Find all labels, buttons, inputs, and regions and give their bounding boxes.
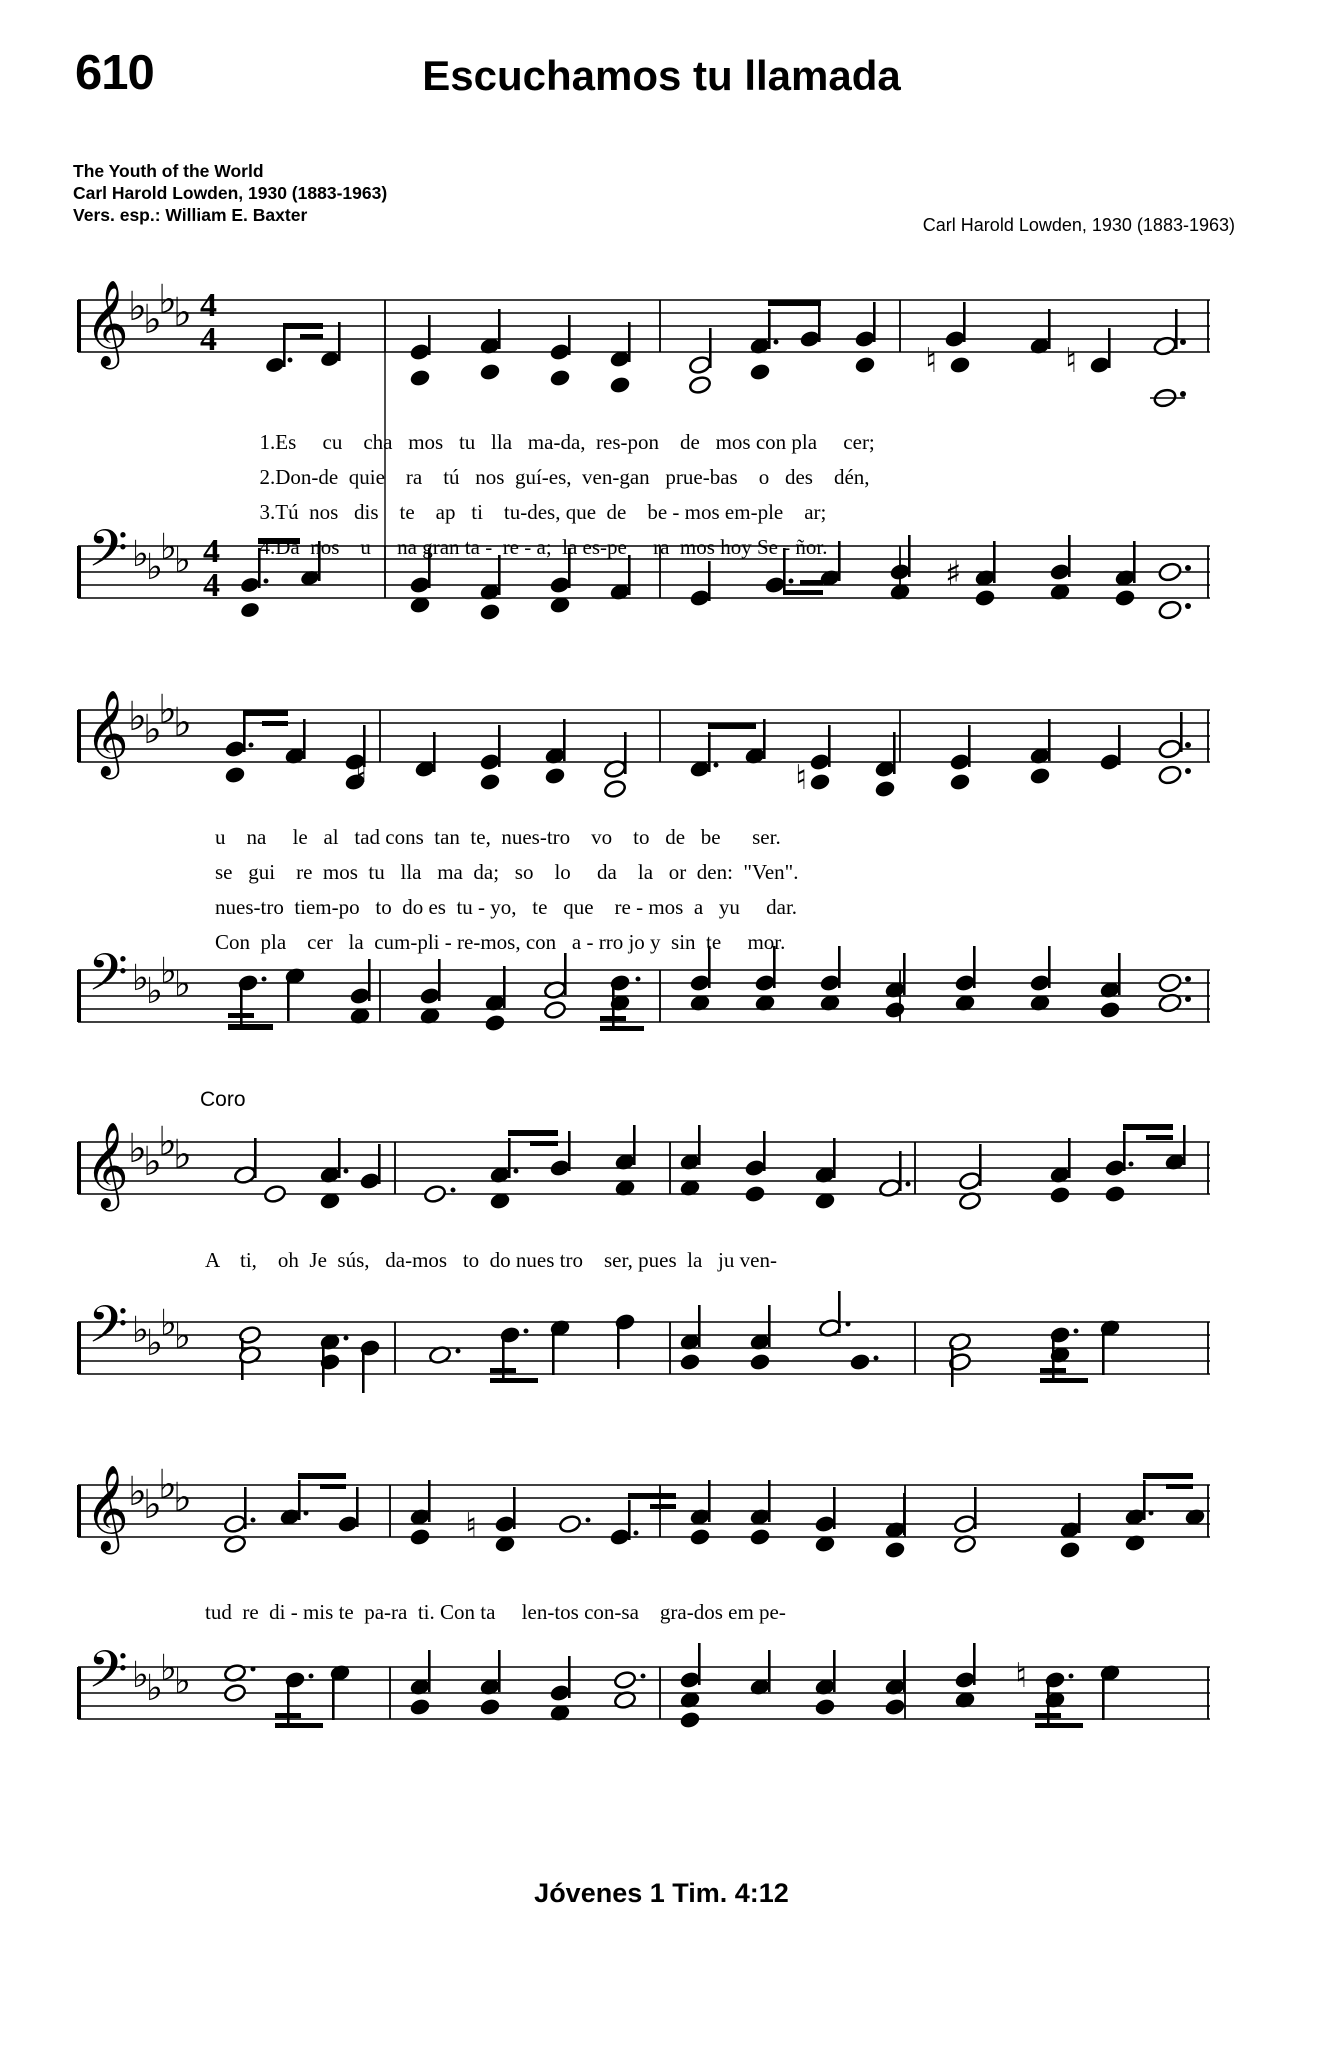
credits-left bbox=[73, 160, 387, 226]
svg-text:4: 4 bbox=[203, 567, 220, 604]
svg-text:4: 4 bbox=[200, 321, 217, 358]
svg-text:♭: ♭ bbox=[160, 1303, 177, 1344]
svg-text:♭: ♭ bbox=[132, 534, 149, 575]
svg-text:♮: ♮ bbox=[355, 751, 368, 791]
bass-clef-icon: 𝄢 bbox=[88, 518, 128, 591]
lyric-line-verse-4-b: Con pla cer la cum-pli - re-mos, con a - rro jo y sin te mor. bbox=[215, 930, 786, 954]
svg-text:♭: ♭ bbox=[146, 971, 163, 1012]
music-system-2 bbox=[0, 690, 1323, 1050]
page-footer: Jóvenes 1 Tim. 4:12 bbox=[534, 1878, 789, 1908]
bass-clef-icon: 𝄢 bbox=[88, 1294, 128, 1367]
verse-text-3: Tú nos dis te ap ti tu-des, que de be - mos em-ple ar; bbox=[275, 500, 827, 524]
svg-text:♮: ♮ bbox=[925, 341, 938, 381]
svg-text:♮: ♮ bbox=[1015, 1656, 1028, 1696]
composer-credit: Carl Harold Lowden, 1930 (1883-1963) bbox=[922, 215, 1235, 235]
svg-text:♭: ♭ bbox=[128, 1469, 147, 1515]
verse-number-4: 4. bbox=[259, 535, 276, 559]
svg-text:♭: ♭ bbox=[173, 290, 192, 336]
credit-line-3: Vers. esp.: William E. Baxter bbox=[73, 205, 308, 225]
svg-text:♭: ♭ bbox=[146, 547, 163, 588]
verse-number-2: 2. bbox=[259, 465, 276, 489]
svg-text:♭: ♭ bbox=[143, 1139, 162, 1185]
bass-clef-icon: 𝄢 bbox=[88, 942, 128, 1015]
svg-text:♭: ♭ bbox=[173, 1475, 192, 1521]
svg-text:♭: ♭ bbox=[158, 1462, 177, 1508]
svg-text:♭: ♭ bbox=[143, 1482, 162, 1528]
svg-text:♭: ♭ bbox=[132, 1655, 149, 1696]
svg-text:♭: ♭ bbox=[143, 297, 162, 343]
music-system-3 bbox=[0, 1088, 1323, 1420]
svg-text:♮: ♮ bbox=[795, 758, 808, 798]
svg-text:♭: ♭ bbox=[173, 1132, 192, 1178]
svg-text:♭: ♭ bbox=[160, 1648, 177, 1689]
treble-clef-icon: 𝄞 bbox=[85, 1122, 129, 1208]
verse-number-1: 1. bbox=[259, 430, 276, 454]
bass-clef-icon: 𝄢 bbox=[88, 1639, 128, 1712]
music-system-4 bbox=[0, 1455, 1323, 1785]
svg-text:♭: ♭ bbox=[143, 707, 162, 753]
treble-clef-icon: 𝄞 bbox=[85, 280, 129, 366]
svg-text:♭: ♭ bbox=[174, 1661, 191, 1702]
svg-text:♭: ♭ bbox=[174, 1316, 191, 1357]
lyric-line-chorus-1: A ti, oh Je sús, da-mos to do nues tro ser, pues la ju ven- bbox=[205, 1248, 777, 1272]
verse-text-1: Es cu cha mos tu lla ma-da, res-pon de mos con pla cer; bbox=[275, 430, 875, 454]
svg-text:♭: ♭ bbox=[158, 1119, 177, 1165]
lyric-line-verse-1-b: u na le al tad cons tan te, nues-tro vo to de be ser. bbox=[215, 825, 781, 849]
verse-number-3: 3. bbox=[259, 500, 276, 524]
treble-clef-icon: 𝄞 bbox=[85, 1465, 129, 1551]
svg-text:4: 4 bbox=[200, 287, 217, 324]
svg-text:♭: ♭ bbox=[132, 1310, 149, 1351]
lyric-line-verse-4 bbox=[228, 510, 828, 585]
svg-text:♭: ♭ bbox=[128, 1126, 147, 1172]
svg-text:4: 4 bbox=[203, 533, 220, 570]
svg-text:♭: ♭ bbox=[128, 694, 147, 740]
lyric-line-verse-3-b: nues-tro tiem-po to do es tu - yo, te que re - mos a yu dar. bbox=[215, 895, 798, 919]
music-system-1 bbox=[0, 280, 1323, 630]
verse-text-4: Da nos u na gran ta - re - a; la es-pe ra mos hoy Se - ñor. bbox=[275, 535, 828, 559]
lyric-line-verse-2-b: se gui re mos tu lla ma da; so lo da la or den: "Ven". bbox=[215, 860, 799, 884]
svg-text:♭: ♭ bbox=[146, 1668, 163, 1709]
svg-text:♮: ♮ bbox=[465, 1506, 478, 1546]
svg-text:♯: ♯ bbox=[945, 554, 962, 594]
svg-text:♭: ♭ bbox=[128, 284, 147, 330]
verse-text-2: Don-de quie ra tú nos guí-es, ven-gan prue-bas o des dén, bbox=[275, 465, 870, 489]
coro-label: Coro bbox=[200, 1088, 246, 1111]
page-title: Escuchamos tu llamada bbox=[422, 52, 901, 99]
svg-text:♭: ♭ bbox=[173, 700, 192, 746]
credit-line-2: Carl Harold Lowden, 1930 (1883-1963) bbox=[73, 183, 388, 203]
hymn-number: 610 bbox=[75, 46, 154, 100]
svg-text:♭: ♭ bbox=[160, 951, 177, 992]
credit-line-1: The Youth of the World bbox=[73, 161, 264, 181]
svg-text:♮: ♮ bbox=[1065, 341, 1078, 381]
treble-clef-icon: 𝄞 bbox=[85, 690, 129, 776]
lyric-line-chorus-2: tud re di - mis te pa-ra ti. Con ta len-tos con-sa gra-dos em pe- bbox=[205, 1600, 786, 1624]
svg-text:♭: ♭ bbox=[174, 964, 191, 1005]
svg-text:♭: ♭ bbox=[146, 1323, 163, 1364]
svg-text:♭: ♭ bbox=[158, 280, 177, 323]
svg-text:♭: ♭ bbox=[160, 527, 177, 568]
svg-text:♭: ♭ bbox=[158, 690, 177, 733]
svg-text:♭: ♭ bbox=[132, 958, 149, 999]
svg-text:♭: ♭ bbox=[174, 540, 191, 581]
